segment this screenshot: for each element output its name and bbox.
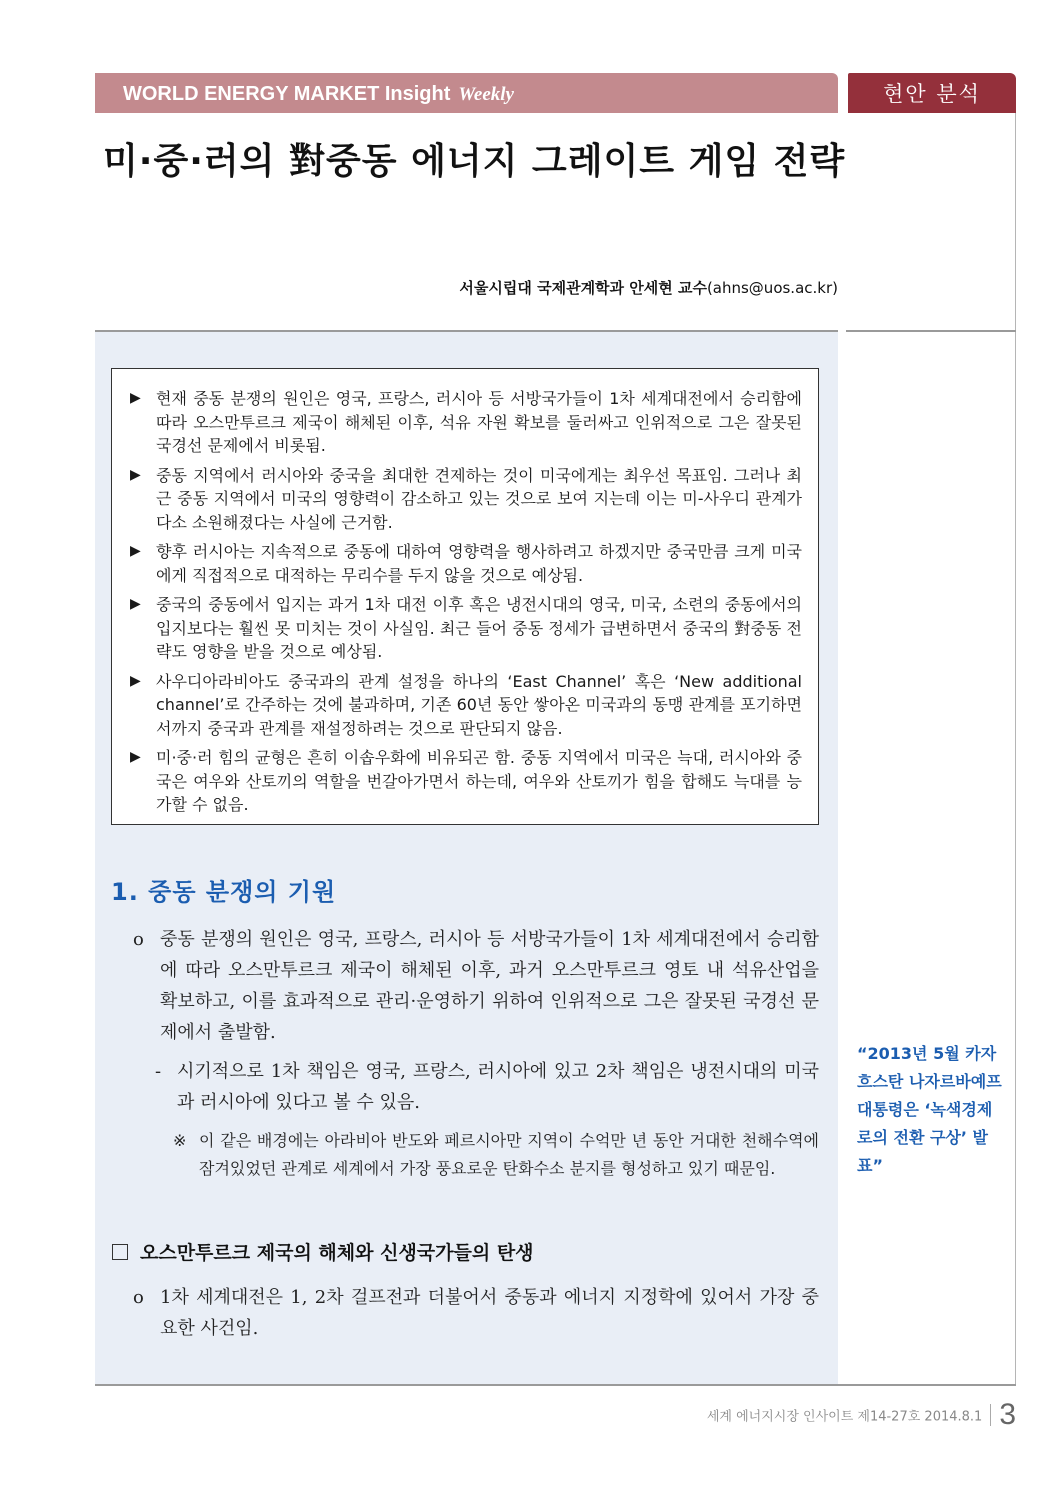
section-heading: 1. 중동 분쟁의 기원 — [111, 878, 337, 906]
page-number: 3 — [999, 1398, 1016, 1431]
section-tab: 현안 분석 — [848, 73, 1016, 113]
summary-item: ▶ 중국의 중동에서 입지는 과거 1차 대전 이후 혹은 냉전시대의 영국, 미국, 소련의 중동에서의 입지보다는 훨씬 못 미치는 것이 사실임. 최근 들어 중동 정세가 급변하면서 중국의 對중동 전략도 영향을 받을 것으로 예상됨. — [130, 595, 802, 661]
author-line — [459, 277, 838, 298]
triangle-bullet-icon: ▶ — [130, 543, 141, 559]
dash-mark: - — [155, 1061, 162, 1082]
triangle-bullet-icon: ▶ — [130, 749, 141, 765]
circle-bullet: o — [133, 929, 144, 950]
dash-paragraph: - 시기적으로 1차 책임은 영국, 프랑스, 러시아에 있고 2차 책임은 냉전시대의 미국과 러시아에 있다고 볼 수 있음. — [155, 1056, 819, 1118]
publication-name: WORLD ENERGY MARKET Insight — [123, 83, 451, 105]
summary-item: ▶ 향후 러시아는 지속적으로 중동에 대하여 영향력을 행사하려고 하겠지만 중국만큼 크게 미국에게 직접적으로 대적하는 무리수를 두지 않을 것으로 예상됨. — [130, 542, 802, 585]
summary-item: ▶ 미·중·러 힘의 균형은 흔히 이솝우화에 비유되곤 함. 중동 지역에서 미국은 늑대, 러시아와 중국은 여우와 산토끼의 역할을 번갈아가면서 하는데, 여우와 산토끼가 힘을 합해도 늑대를 능가할 수 없음. — [130, 748, 802, 814]
triangle-bullet-icon: ▶ — [130, 596, 141, 612]
note-paragraph: ※ 이 같은 배경에는 아라비아 반도와 페르시아만 지역이 수억만 년 동안 거대한 천해수역에 잠겨있었던 관계로 세계에서 가장 풍요로운 탄화수소 분지를 형성하고 있기 때문임. — [173, 1127, 819, 1182]
body-paragraph: o 1차 세계대전은 1, 2차 걸프전과 더불어서 중동과 에너지 지정학에 있어서 가장 중요한 사건임. — [133, 1282, 819, 1344]
right-divider — [1015, 113, 1016, 1385]
triangle-bullet-icon: ▶ — [130, 390, 141, 406]
page-footer — [707, 1398, 1016, 1432]
reference-mark: ※ — [173, 1131, 187, 1150]
body-paragraph: o 중동 분쟁의 원인은 영국, 프랑스, 러시아 등 서방국가들이 1차 세계대전에서 승리함에 따라 오스만투르크 제국이 해체된 이후, 과거 오스만투르크 영토 내 석유산업을 확보하고, 이를 효과적으로 관리·운영하기 위하여 인위적으로 그은 잘못된 국경선 문제에서 출발함. — [133, 924, 819, 1048]
pull-quote: “2013년 5월 카자흐스탄 나자르바예프 대통령은 ‘녹색경제로의 전환 구상’ 발표” — [857, 1044, 1002, 1175]
publication-header — [95, 73, 838, 113]
divider-bottom — [95, 1384, 1016, 1386]
summary-item: ▶ 사우디아라비아도 중국과의 관계 설정을 하나의 ‘East Channel’ 혹은 ‘New additional channel’로 간주하는 것에 불과하며, 기존 60년 동안 쌓아온 미국과의 동맹 관계를 포기하면서까지 중국과 관계를 재설정하려는 것으로 판단되지 않음. — [130, 671, 802, 738]
author-email: (ahns@uos.ac.kr) — [706, 279, 838, 297]
subsection-heading: 오스만투르크 제국의 해체와 신생국가들의 탄생 — [112, 1238, 534, 1265]
weekly-label: Weekly — [458, 84, 514, 105]
summary-item: ▶ 현재 중동 분쟁의 원인은 영국, 프랑스, 러시아 등 서방국가들이 1차 세계대전에서 승리함에 따라 오스만투르크 제국이 해체된 이후, 석유 자원 확보를 둘러싸고 인위적으로 그은 잘못된 국경선 문제에서 비롯됨. — [130, 389, 802, 455]
author-name: 서울시립대 국제관계학과 안세현 교수 — [459, 279, 707, 297]
footer-text: 세계 에너지시장 인사이트 제14-27호 2014.8.1 — [706, 1409, 983, 1425]
summary-box — [111, 368, 819, 825]
checkbox-square-icon — [112, 1244, 128, 1260]
circle-bullet: o — [133, 1287, 144, 1308]
divider-right — [846, 330, 1016, 332]
summary-item: ▶ 중동 지역에서 러시아와 중국을 최대한 견제하는 것이 미국에게는 최우선 목표임. 그러나 최근 중동 지역에서 미국의 영향력이 감소하고 있는 것으로 보여 지는데 이는 미-사우디 관계가 다소 소원해졌다는 사실에 근거함. — [130, 465, 802, 532]
article-title: 미·중·러의 對중동 에너지 그레이트 게임 전략 — [103, 141, 846, 182]
triangle-bullet-icon: ▶ — [130, 466, 141, 483]
footer-separator — [990, 1404, 991, 1426]
triangle-bullet-icon: ▶ — [130, 672, 141, 689]
